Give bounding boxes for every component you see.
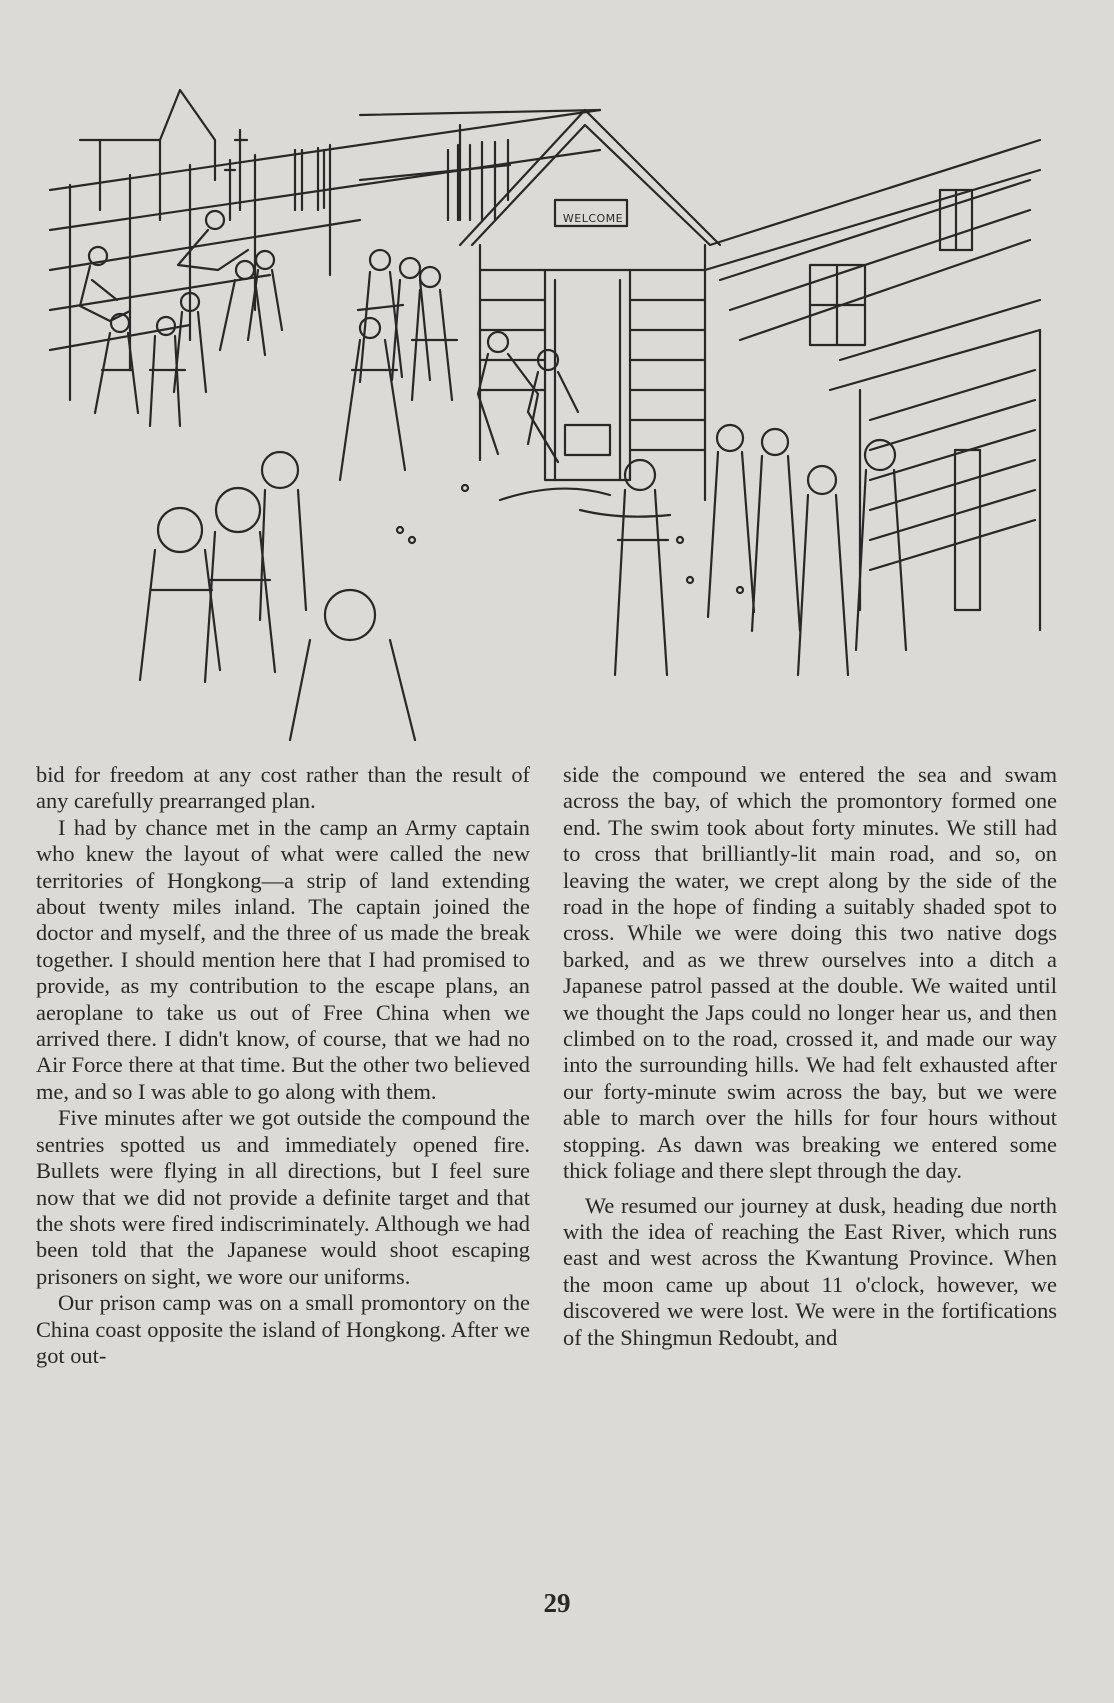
right-text-column <box>563 762 1057 1351</box>
prison-camp-illustration <box>40 70 1075 745</box>
paragraph: side the compound we entered the sea and swam across the bay, of which the promontory formed one end. The swim took about forty minutes. We still had to cross that brilliantly-lit main road, and so, on leaving the water, we crept along by the side of the road in the hope of finding a suitably shaded spot to cross. While we were doing this two native dogs barked, and as we threw ourselves into a ditch a Japanese patrol passed at the double. We waited until we thought the Japs could no longer hear us, and then climbed on to the road, crossed it, and made our way into the surrounding hills. We had felt exhausted after our forty-minute swim across the bay, but we were able to march over the hills for four hours without stopping. As dawn was breaking we entered some thick foliage and there slept through the day. <box>563 762 1057 1184</box>
paragraph: I had by chance met in the camp an Army captain who knew the layout of what were called the new territories of Hongkong—a strip of land extending about twenty miles inland. The captain joined the doctor and myself, and the three of us made the break together. I should mention here that I had promised to provide, as my contribution to the escape plans, an aeroplane to take us out of Free China when we arrived there. I didn't know, of course, that we had no Air Force there at that time. But the other two believed me, and so I was able to go along with them. <box>36 814 530 1104</box>
paragraph: bid for freedom at any cost rather than the result of any carefully prearranged plan. <box>36 762 530 814</box>
welcome-sign-text: WELCOME <box>562 212 624 225</box>
paragraph: Five minutes after we got outside the compound the sentries spotted us and immediately opened fire. Bullets were flying in all directions, but I feel sure now that we did not provide a definite target and that the shots were fired indiscriminately. Although we had been told that the Japanese would shoot escaping prisoners on sight, we wore our uniforms. <box>36 1105 530 1289</box>
left-text-column <box>36 762 530 1369</box>
paragraph: Our prison camp was on a small promontory on the China coast opposite the island of Hongkong. After we got out- <box>36 1290 530 1368</box>
page-number: 29 <box>543 1588 571 1618</box>
paragraph: We resumed our journey at dusk, heading due north with the idea of reaching the East River, which runs east and west across the Kwantung Province. When the moon came up about 11 o'clock, however, we discovered we were lost. We were in the fortifications of the Shingmun Redoubt, and <box>563 1192 1057 1350</box>
